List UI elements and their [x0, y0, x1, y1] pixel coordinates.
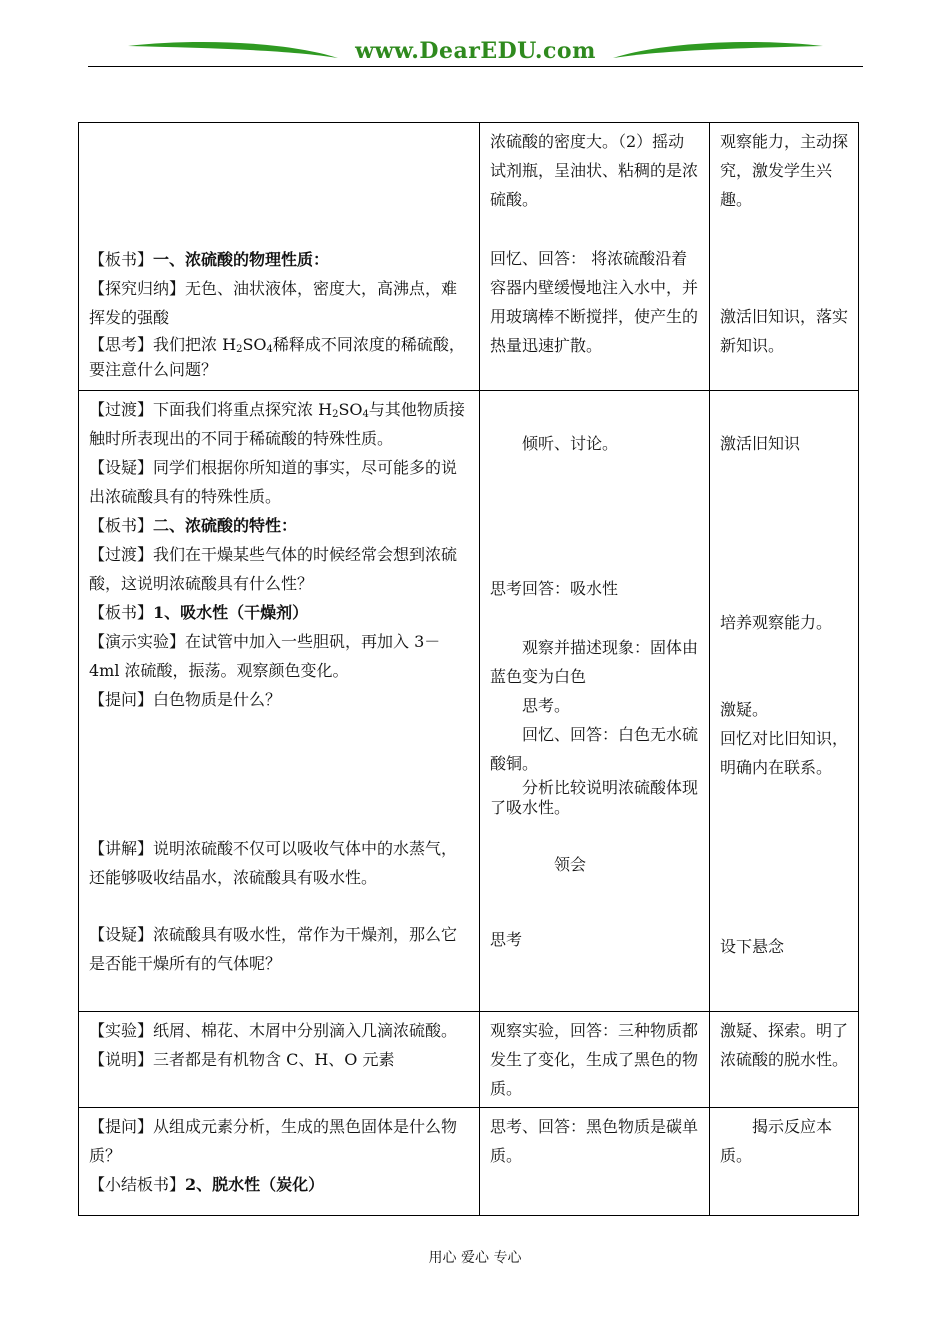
design-intent: 观察能力，主动探究，激发学生兴趣。: [720, 132, 849, 209]
summary-board-note: 【小结板书】2、脱水性（炭化）: [89, 1175, 325, 1194]
inquiry-summary: 【探究归纳】无色、油状液体，密度大，高沸点，难挥发的强酸: [89, 279, 458, 327]
transition-note: 【过渡】下面我们将重点探究浓 $H_2SO_4$与其他物质接触时所表现出的不同于稀硫酸的特殊性质。: [89, 400, 465, 448]
student-response: 浓硫酸的密度大。（2）摇动试剂瓶，呈油状、粘稠的是浓硫酸。: [490, 132, 699, 209]
student-response: 领会: [554, 855, 587, 874]
student-response: 回忆、回答：白色无水硫酸铜。: [490, 725, 699, 773]
board-note: 【板书】一、浓硫酸的物理性质：: [89, 250, 330, 269]
design-intent: 激活旧知识，落实新知识。: [720, 307, 849, 355]
think-question: 【思考】我们把浓 $H_2SO_4$稀释成不同浓度的稀硫酸，要注意什么问题？: [89, 335, 465, 379]
design-intent: 设下悬念: [720, 937, 785, 956]
student-response: 思考回答：吸水性: [490, 579, 619, 598]
student-response: 思考、回答：黑色物质是碳单质。: [490, 1117, 699, 1165]
doubt-note: 【设疑】同学们根据你所知道的事实，尽可能多的说出浓硫酸具有的特殊性质。: [89, 458, 458, 506]
teacher-activity-cell: [79, 1012, 480, 1108]
page-footer: 用心 爱心 专心: [428, 1250, 522, 1266]
student-response: 分析比较说明浓硫酸体现了吸水性。: [490, 778, 699, 817]
design-intent-cell: [710, 1108, 859, 1216]
design-intent: 激疑。: [720, 700, 769, 719]
design-intent: 激活旧知识: [720, 434, 801, 453]
board-note: 【板书】二、浓硫酸的特性：: [89, 516, 298, 535]
site-logo-text: www.DearEDU.com: [355, 38, 596, 64]
table-row: [79, 1012, 859, 1108]
design-intent: 培养观察能力。: [720, 613, 833, 632]
teacher-activity-cell: [79, 123, 480, 391]
transition-note: 【过渡】我们在干燥某些气体的时候经常会想到浓硫酸，这说明浓硫酸具有什么性？: [89, 545, 458, 593]
explanation-note: 【讲解】说明浓硫酸不仅可以吸收气体中的水蒸气，还能够吸收结晶水，浓硫酸具有吸水性。: [89, 839, 458, 887]
student-response: 观察并描述现象：固体由蓝色变为白色: [490, 638, 699, 686]
student-response: 倾听、讨论。: [522, 434, 619, 453]
teacher-activity-cell: [79, 1108, 480, 1216]
design-intent: 激疑、探索。明了浓硫酸的脱水性。: [720, 1021, 849, 1069]
student-response: 回忆、回答： 将浓硫酸沿着容器内壁缓慢地注入水中，并用玻璃棒不断搅拌，使产生的热量迅速扩散。: [490, 249, 699, 355]
student-activity-cell: [480, 391, 710, 1012]
design-intent: 揭示反应本质。: [720, 1117, 833, 1165]
design-intent-cell: [710, 123, 859, 391]
table-row: [79, 391, 859, 1012]
design-intent: 回忆对比旧知识，明确内在联系。: [720, 729, 849, 777]
demo-experiment: 【演示实验】在试管中加入一些胆矾，再加入 3－4ml 浓硫酸，振荡。观察颜色变化。: [89, 632, 441, 680]
doubt-note: 【设疑】浓硫酸具有吸水性，常作为干燥剂，那么它是否能干燥所有的气体呢？: [89, 925, 458, 973]
design-intent-cell: [710, 391, 859, 1012]
table-row: [79, 123, 859, 391]
student-activity-cell: [480, 1012, 710, 1108]
explanation-note: 【说明】三者都是有机物含 C、H、O 元素: [89, 1050, 395, 1069]
student-activity-cell: [480, 1108, 710, 1216]
experiment-note: 【实验】纸屑、棉花、木屑中分别滴入几滴浓硫酸。: [89, 1021, 458, 1040]
question-note: 【提问】从组成元素分析，生成的黑色固体是什么物质？: [89, 1117, 458, 1165]
table-row: [79, 1108, 859, 1216]
lesson-plan-table: [78, 122, 859, 1216]
student-response: 观察实验，回答：三种物质都发生了变化，生成了黑色的物质。: [490, 1021, 699, 1098]
teacher-activity-cell: [79, 391, 480, 1012]
board-note: 【板书】1、吸水性（干燥剂）: [89, 603, 309, 622]
design-intent-cell: [710, 1012, 859, 1108]
student-response: 思考。: [522, 696, 571, 715]
header-rule: [88, 66, 863, 67]
question-note: 【提问】白色物质是什么？: [89, 690, 282, 709]
student-response: 思考: [490, 930, 523, 949]
student-activity-cell: [480, 123, 710, 391]
